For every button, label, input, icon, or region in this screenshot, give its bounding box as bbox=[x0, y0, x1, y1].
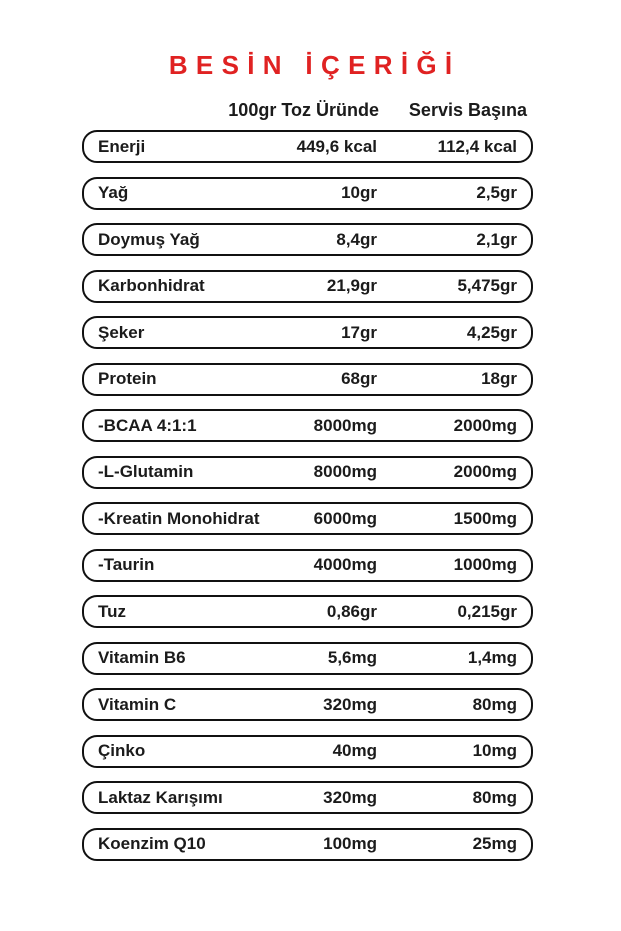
nutrient-name: -BCAA 4:1:1 bbox=[98, 415, 197, 435]
per-100g-value: 8000mg bbox=[313, 415, 377, 435]
table-row bbox=[82, 316, 533, 349]
per-serving-value: 25mg bbox=[472, 834, 517, 853]
nutrient-name: Vitamin C bbox=[98, 694, 177, 714]
nutrient-name: -Taurin bbox=[98, 555, 155, 574]
nutrient-name: Karbonhidrat bbox=[98, 276, 205, 295]
table-row bbox=[82, 502, 533, 535]
per-serving-value: 2,5gr bbox=[476, 183, 517, 202]
column-header-per-serving: Servis Başına bbox=[408, 100, 527, 120]
nutrient-name: Şeker bbox=[98, 322, 145, 342]
per-serving-value: 0,215gr bbox=[457, 601, 517, 621]
per-100g-value: 8000mg bbox=[313, 462, 377, 481]
per-100g-value: 320mg bbox=[323, 787, 377, 807]
table-row bbox=[82, 595, 533, 628]
per-serving-value: 2000mg bbox=[453, 462, 517, 481]
table-row bbox=[82, 688, 533, 721]
table-row bbox=[82, 781, 533, 814]
per-serving-value: 1000mg bbox=[453, 555, 517, 574]
nutrient-name: Protein bbox=[98, 369, 157, 388]
table-row bbox=[82, 642, 533, 675]
table-row bbox=[82, 363, 533, 396]
per-serving-value: 4,25gr bbox=[466, 322, 517, 342]
per-100g-value: 4000mg bbox=[313, 555, 377, 574]
per-serving-value: 1,4mg bbox=[467, 648, 517, 667]
table-row bbox=[82, 549, 533, 582]
per-100g-value: 8,4gr bbox=[336, 229, 377, 249]
table-row bbox=[82, 456, 533, 489]
nutrient-name: Doymuş Yağ bbox=[98, 229, 200, 249]
per-100g-value: 0,86gr bbox=[326, 601, 377, 621]
per-100g-value: 6000mg bbox=[313, 508, 377, 528]
nutrient-name: Çinko bbox=[98, 741, 146, 760]
column-header-per-100g: 100gr Toz Üründe bbox=[228, 100, 379, 120]
per-serving-value: 80mg bbox=[472, 694, 517, 714]
table-row bbox=[82, 130, 533, 163]
table-row bbox=[82, 409, 533, 442]
table-row bbox=[82, 735, 533, 768]
nutrient-name: Yağ bbox=[98, 183, 129, 202]
per-serving-value: 10mg bbox=[472, 741, 517, 760]
per-serving-value: 1500mg bbox=[453, 508, 517, 528]
per-serving-value: 2,1gr bbox=[476, 229, 517, 249]
per-100g-value: 320mg bbox=[323, 694, 377, 714]
per-100g-value: 5,6mg bbox=[327, 648, 377, 667]
nutrient-name: Vitamin B6 bbox=[98, 648, 186, 667]
per-100g-value: 449,6 kcal bbox=[296, 136, 377, 156]
nutrient-name: Enerji bbox=[98, 136, 146, 156]
per-100g-value: 17gr bbox=[341, 322, 377, 342]
nutrition-table bbox=[82, 130, 533, 861]
per-100g-value: 68gr bbox=[341, 369, 377, 388]
per-100g-value: 40mg bbox=[332, 741, 377, 760]
nutrient-name: Tuz bbox=[98, 601, 127, 621]
table-row bbox=[82, 270, 533, 303]
page-title: BESİN İÇERİĞİ bbox=[168, 50, 461, 80]
per-serving-value: 18gr bbox=[481, 369, 517, 388]
per-serving-value: 80mg bbox=[472, 787, 517, 807]
nutrient-name: -Kreatin Monohidrat bbox=[98, 508, 260, 528]
per-serving-value: 112,4 kcal bbox=[437, 136, 517, 156]
nutrient-name: Koenzim Q10 bbox=[98, 834, 206, 853]
per-100g-value: 10gr bbox=[341, 183, 377, 202]
table-row bbox=[82, 223, 533, 256]
table-row bbox=[82, 828, 533, 861]
nutrient-name: -L-Glutamin bbox=[98, 462, 194, 481]
per-100g-value: 100mg bbox=[323, 834, 377, 853]
table-column-headers bbox=[82, 100, 533, 122]
per-serving-value: 2000mg bbox=[453, 415, 517, 435]
per-serving-value: 5,475gr bbox=[457, 276, 517, 295]
table-row bbox=[82, 177, 533, 210]
nutrient-name: Laktaz Karışımı bbox=[98, 787, 223, 807]
per-100g-value: 21,9gr bbox=[326, 276, 377, 295]
